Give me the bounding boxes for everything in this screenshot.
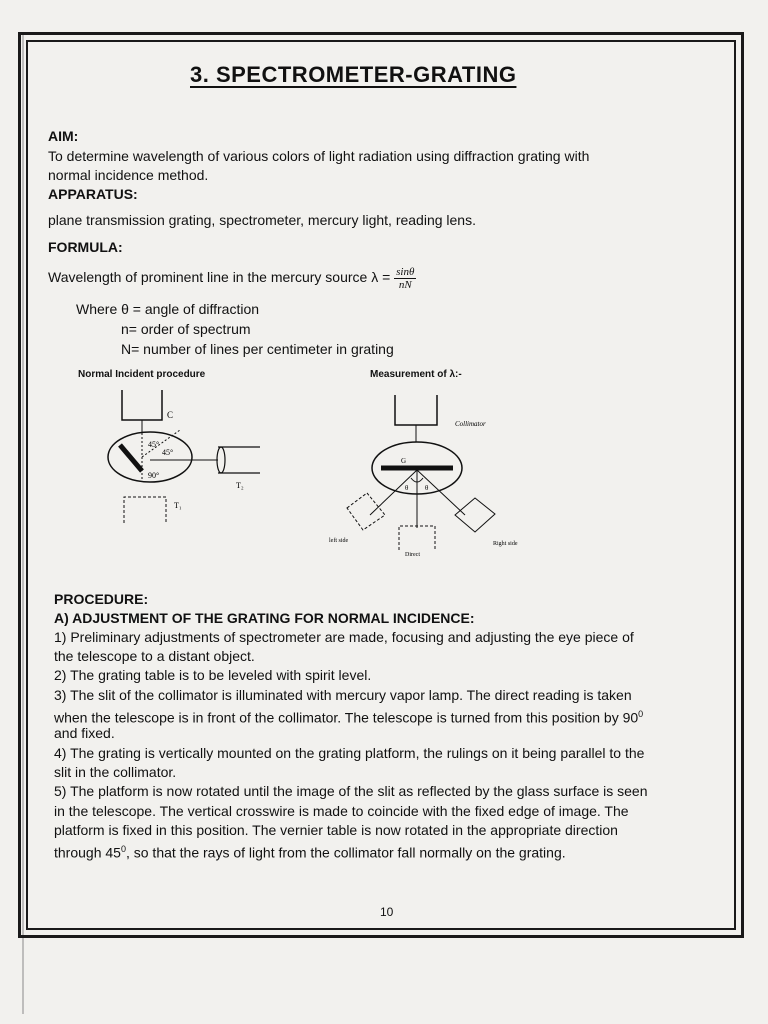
collimator-shape xyxy=(122,390,162,420)
right-diffracted-ray xyxy=(417,470,465,515)
formula-fraction xyxy=(394,266,416,291)
where-N: N= number of lines per centimeter in grating xyxy=(121,341,394,357)
label-g: G xyxy=(401,457,407,465)
aim-line-1: To determine wavelength of various colors of light radiation using diffraction grating with xyxy=(48,148,590,164)
label-45b: 45° xyxy=(162,448,174,457)
step-3-line-2-text: when the telescope is in front of the collimator. The telescope is turned from this position by 90 xyxy=(54,709,639,726)
step-5-line-1: 5) The platform is now rotated until the image of the slit as reflected by the glass surface is seen xyxy=(54,783,648,799)
label-theta-left: θ xyxy=(405,484,409,492)
direct-telescope xyxy=(399,526,435,550)
formula-numerator: sinθ xyxy=(396,266,415,278)
label-t2: T₂ xyxy=(236,481,244,490)
step-3-line-3: and fixed. xyxy=(54,725,115,741)
label-90: 90° xyxy=(148,471,160,480)
step-3-line-2 xyxy=(54,705,643,728)
where-theta: Where θ = angle of diffraction xyxy=(76,301,260,317)
right-collimator-shape xyxy=(395,395,437,425)
where-n: n= order of spectrum xyxy=(121,321,251,337)
right-telescope xyxy=(455,498,495,532)
aim-heading: AIM: xyxy=(48,128,79,144)
step-1-line-1: 1) Preliminary adjustments of spectrometer are made, focusing and adjusting the eye piece of xyxy=(54,629,634,645)
step-5-line-4-post: , so that the rays of light from the collimator fall normally on the grating. xyxy=(125,844,566,861)
page-number: 10 xyxy=(380,905,394,919)
label-t1: T₁ xyxy=(174,501,182,510)
formula-text: Wavelength of prominent line in the mercury source λ = xyxy=(48,269,395,286)
page-title: 3. SPECTROMETER-GRATING xyxy=(190,62,517,87)
label-collimator: Collimator xyxy=(455,420,486,428)
formula-line xyxy=(48,266,416,291)
label-left-side: left side xyxy=(329,538,349,544)
label-theta-right: θ xyxy=(425,484,429,492)
step-3-degree: 0 xyxy=(638,709,644,719)
measurement-diagram xyxy=(325,390,525,560)
step-4-line-2: slit in the collimator. xyxy=(54,764,177,780)
label-c: C xyxy=(167,410,174,420)
right-figure-caption: Measurement of λ:- xyxy=(370,369,462,380)
grating-plate xyxy=(120,445,142,471)
formula-denominator: nN xyxy=(398,279,412,291)
left-diffracted-ray xyxy=(370,470,417,515)
normal-incidence-diagram xyxy=(100,385,280,530)
procedure-subheading: A) ADJUSTMENT OF THE GRATING FOR NORMAL INCIDENCE: xyxy=(54,610,475,626)
step-5-line-2: in the telescope. The vertical crosswire is made to coincide with the fixed edge of image. The xyxy=(54,803,629,819)
step-2: 2) The grating table is to be leveled with spirit level. xyxy=(54,667,372,683)
left-figure-caption: Normal Incident procedure xyxy=(78,369,206,380)
apparatus-text: plane transmission grating, spectrometer, mercury light, reading lens. xyxy=(48,212,476,228)
aim-line-2: normal incidence method. xyxy=(48,167,209,183)
step-5-line-3: platform is fixed in this position. The vernier table is now rotated in the appropriate direction xyxy=(54,822,618,838)
left-telescope xyxy=(347,493,385,530)
formula-heading: FORMULA: xyxy=(48,239,123,255)
label-direct: Direct xyxy=(405,552,420,558)
apparatus-heading: APPARATUS: xyxy=(48,186,138,202)
step-5-line-4-pre: through 45 xyxy=(54,844,121,861)
procedure-heading: PROCEDURE: xyxy=(54,591,149,607)
step-3-line-1: 3) The slit of the collimator is illuminated with mercury vapor lamp. The direct reading is taken xyxy=(54,687,632,703)
step-5-line-4 xyxy=(54,840,566,863)
telescope-t2-end xyxy=(217,447,225,473)
step-5-degree: 0 xyxy=(120,844,126,854)
step-4-line-1: 4) The grating is vertically mounted on the grating platform, the rulings on it being parallel to the xyxy=(54,745,645,761)
step-1-line-2: the telescope to a distant object. xyxy=(54,648,255,664)
label-45a: 45° xyxy=(148,440,160,449)
label-right-side: Right side xyxy=(493,541,518,547)
telescope-t1 xyxy=(124,497,166,523)
